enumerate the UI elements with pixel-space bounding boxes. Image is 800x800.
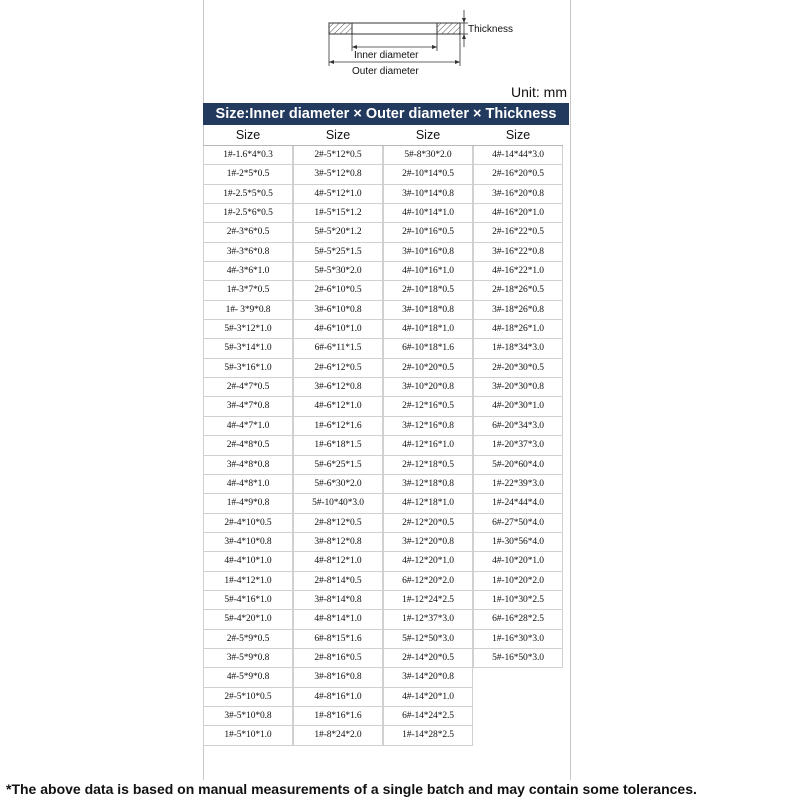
washer-diagram [0, 0, 800, 85]
table-cell: 4#-10*16*1.0 [383, 262, 473, 281]
table-cell: 5#-8*30*2.0 [383, 146, 473, 165]
table-cell: 3#-10*16*0.8 [383, 243, 473, 262]
table-cell: 6#-14*24*2.5 [383, 707, 473, 726]
table-cell: 2#-8*14*0.5 [293, 572, 383, 591]
table-cell: 1#-4*12*1.0 [203, 572, 293, 591]
table-cell: 5#-20*60*4.0 [473, 456, 563, 475]
table-cell: 4#-12*18*1.0 [383, 494, 473, 513]
table-cell: 1#-30*56*4.0 [473, 533, 563, 552]
table-cell: 4#-14*20*1.0 [383, 688, 473, 707]
table-cell: 3#-12*18*0.8 [383, 475, 473, 494]
table-cell: 3#-14*20*0.8 [383, 668, 473, 687]
column-header: Size [473, 125, 563, 146]
table-cell: 2#-14*20*0.5 [383, 649, 473, 668]
unit-label: Unit: mm [511, 84, 567, 100]
table-cell: 2#-5*12*0.5 [293, 146, 383, 165]
table-cell: 3#-4*10*0.8 [203, 533, 293, 552]
table-cell: 5#-3*14*1.0 [203, 339, 293, 358]
table-cell: 2#-12*16*0.5 [383, 397, 473, 416]
table-cell: 4#-8*14*1.0 [293, 610, 383, 629]
table-cell: 3#-8*12*0.8 [293, 533, 383, 552]
table-cell: 3#-6*12*0.8 [293, 378, 383, 397]
table-cell: 2#-6*10*0.5 [293, 281, 383, 300]
table-cell: 1#-5*15*1.2 [293, 204, 383, 223]
table-cell: 6#-6*11*1.5 [293, 339, 383, 358]
table-cell: 2#-10*14*0.5 [383, 165, 473, 184]
column-header: Size [203, 125, 293, 146]
table-cell: 2#-12*20*0.5 [383, 514, 473, 533]
table-cell: 3#-16*22*0.8 [473, 243, 563, 262]
table-cell: 3#-8*16*0.8 [293, 668, 383, 687]
table-cell: 2#-16*22*0.5 [473, 223, 563, 242]
table-column [203, 125, 293, 746]
table-cell: 5#-5*20*1.2 [293, 223, 383, 242]
table-cell: 3#-4*8*0.8 [203, 456, 293, 475]
table-cell: 6#-12*20*2.0 [383, 572, 473, 591]
table-cell: 4#-12*20*1.0 [383, 552, 473, 571]
table-cell: 1#-22*39*3.0 [473, 475, 563, 494]
table-cell: 4#-12*16*1.0 [383, 436, 473, 455]
table-cell: 5#-6*25*1.5 [293, 456, 383, 475]
table-cell: 4#-20*30*1.0 [473, 397, 563, 416]
table-cell: 4#-4*10*1.0 [203, 552, 293, 571]
table-cell: 1#-10*30*2.5 [473, 591, 563, 610]
table-cell: 2#-4*8*0.5 [203, 436, 293, 455]
table-cell: 3#-6*10*0.8 [293, 301, 383, 320]
table-cell: 1#-10*20*2.0 [473, 572, 563, 591]
table-cell: 4#-5*12*1.0 [293, 185, 383, 204]
table-cell: 3#-20*30*0.8 [473, 378, 563, 397]
thickness-dimension [460, 10, 468, 47]
column-cells [203, 146, 293, 746]
table-cell: 2#-8*12*0.5 [293, 514, 383, 533]
table-cell: 4#-4*8*1.0 [203, 475, 293, 494]
table-cell: 2#-8*16*0.5 [293, 649, 383, 668]
column-header: Size [293, 125, 383, 146]
table-cell: 4#-3*6*1.0 [203, 262, 293, 281]
table-cell: 1#-8*16*1.6 [293, 707, 383, 726]
table-cell: 4#-16*20*1.0 [473, 204, 563, 223]
table-cell: 5#-12*50*3.0 [383, 630, 473, 649]
table-cell: 4#-5*9*0.8 [203, 668, 293, 687]
table-cell: 3#-12*20*0.8 [383, 533, 473, 552]
table-cell: 3#-10*20*0.8 [383, 378, 473, 397]
table-column [473, 125, 563, 746]
table-cell: 5#-10*40*3.0 [293, 494, 383, 513]
table-cell: 3#-16*20*0.8 [473, 185, 563, 204]
table-cell: 1#-6*18*1.5 [293, 436, 383, 455]
table-cell: 2#-4*7*0.5 [203, 378, 293, 397]
table-cell: 3#-10*18*0.8 [383, 301, 473, 320]
table-cell: 2#-3*6*0.5 [203, 223, 293, 242]
table-cell: 6#-8*15*1.6 [293, 630, 383, 649]
table-cell: 4#-8*16*1.0 [293, 688, 383, 707]
table-cell: 6#-27*50*4.0 [473, 514, 563, 533]
table-cell: 1#-20*37*3.0 [473, 436, 563, 455]
table-cell: 3#-12*16*0.8 [383, 417, 473, 436]
table-cell: 4#-6*12*1.0 [293, 397, 383, 416]
table-cell: 3#-3*6*0.8 [203, 243, 293, 262]
table-cell: 3#-8*14*0.8 [293, 591, 383, 610]
table-cell: 2#-10*16*0.5 [383, 223, 473, 242]
table-cell: 2#-18*26*0.5 [473, 281, 563, 300]
table-cell: 1#-2*5*0.5 [203, 165, 293, 184]
table-cell: 6#-10*18*1.6 [383, 339, 473, 358]
table-cell: 3#-4*7*0.8 [203, 397, 293, 416]
table-cell: 4#-10*18*1.0 [383, 320, 473, 339]
table-cell: 5#-3*16*1.0 [203, 359, 293, 378]
table-cell: 6#-20*34*3.0 [473, 417, 563, 436]
table-cell: 2#-12*18*0.5 [383, 456, 473, 475]
table-cell: 3#-5*10*0.8 [203, 707, 293, 726]
table-cell: 1#-4*9*0.8 [203, 494, 293, 513]
inner-diameter-label: Inner diameter [354, 50, 419, 61]
thickness-label: Thickness [468, 24, 514, 35]
table-cell: 2#-10*20*0.5 [383, 359, 473, 378]
washer-cross-section [329, 23, 460, 34]
table-cell: 3#-5*9*0.8 [203, 649, 293, 668]
washer-size-table [203, 125, 563, 746]
table-cell: 1#-5*10*1.0 [203, 726, 293, 745]
table-cell: 1#-3*7*0.5 [203, 281, 293, 300]
table-cell: 3#-18*26*0.8 [473, 301, 563, 320]
table-cell: 1#- 3*9*0.8 [203, 301, 293, 320]
column-cells [473, 146, 563, 668]
table-cell: 2#-10*18*0.5 [383, 281, 473, 300]
table-cell: 4#-6*10*1.0 [293, 320, 383, 339]
outer-diameter-label: Outer diameter [352, 66, 419, 77]
table-cell: 6#-16*28*2.5 [473, 610, 563, 629]
table-cell: 2#-4*10*0.5 [203, 514, 293, 533]
size-format-banner: Size:Inner diameter × Outer diameter × Thickness [203, 103, 569, 125]
table-cell: 5#-4*16*1.0 [203, 591, 293, 610]
table-cell: 2#-16*20*0.5 [473, 165, 563, 184]
column-cells [383, 146, 473, 746]
table-cell: 5#-16*50*3.0 [473, 649, 563, 668]
column-header: Size [383, 125, 473, 146]
table-cell: 1#-12*24*2.5 [383, 591, 473, 610]
table-cell: 2#-6*12*0.5 [293, 359, 383, 378]
table-cell: 4#-18*26*1.0 [473, 320, 563, 339]
inner-diameter-dimension [352, 34, 437, 51]
table-cell: 2#-5*10*0.5 [203, 688, 293, 707]
table-cell: 4#-8*12*1.0 [293, 552, 383, 571]
table-cell: 1#-24*44*4.0 [473, 494, 563, 513]
table-cell: 1#-16*30*3.0 [473, 630, 563, 649]
table-cell: 1#-6*12*1.6 [293, 417, 383, 436]
table-cell: 5#-5*30*2.0 [293, 262, 383, 281]
column-cells [293, 146, 383, 746]
table-cell: 3#-10*14*0.8 [383, 185, 473, 204]
table-cell: 5#-5*25*1.5 [293, 243, 383, 262]
table-column [383, 125, 473, 746]
table-cell: 4#-14*44*3.0 [473, 146, 563, 165]
table-cell: 2#-5*9*0.5 [203, 630, 293, 649]
table-column [293, 125, 383, 746]
table-cell: 1#-12*37*3.0 [383, 610, 473, 629]
table-cell: 1#-8*24*2.0 [293, 726, 383, 745]
table-cell: 1#-2.5*5*0.5 [203, 185, 293, 204]
table-cell: 4#-10*14*1.0 [383, 204, 473, 223]
footnote: *The above data is based on manual measurements of a single batch and may contain some tolerances. [6, 781, 697, 797]
table-cell: 3#-5*12*0.8 [293, 165, 383, 184]
table-cell: 1#-2.5*6*0.5 [203, 204, 293, 223]
table-cell: 5#-3*12*1.0 [203, 320, 293, 339]
table-cell: 1#-18*34*3.0 [473, 339, 563, 358]
table-cell: 4#-10*20*1.0 [473, 552, 563, 571]
table-cell: 1#-14*28*2.5 [383, 726, 473, 745]
table-cell: 1#-1.6*4*0.3 [203, 146, 293, 165]
table-cell: 2#-20*30*0.5 [473, 359, 563, 378]
table-cell: 5#-6*30*2.0 [293, 475, 383, 494]
table-cell: 5#-4*20*1.0 [203, 610, 293, 629]
table-cell: 4#-4*7*1.0 [203, 417, 293, 436]
table-cell: 4#-16*22*1.0 [473, 262, 563, 281]
